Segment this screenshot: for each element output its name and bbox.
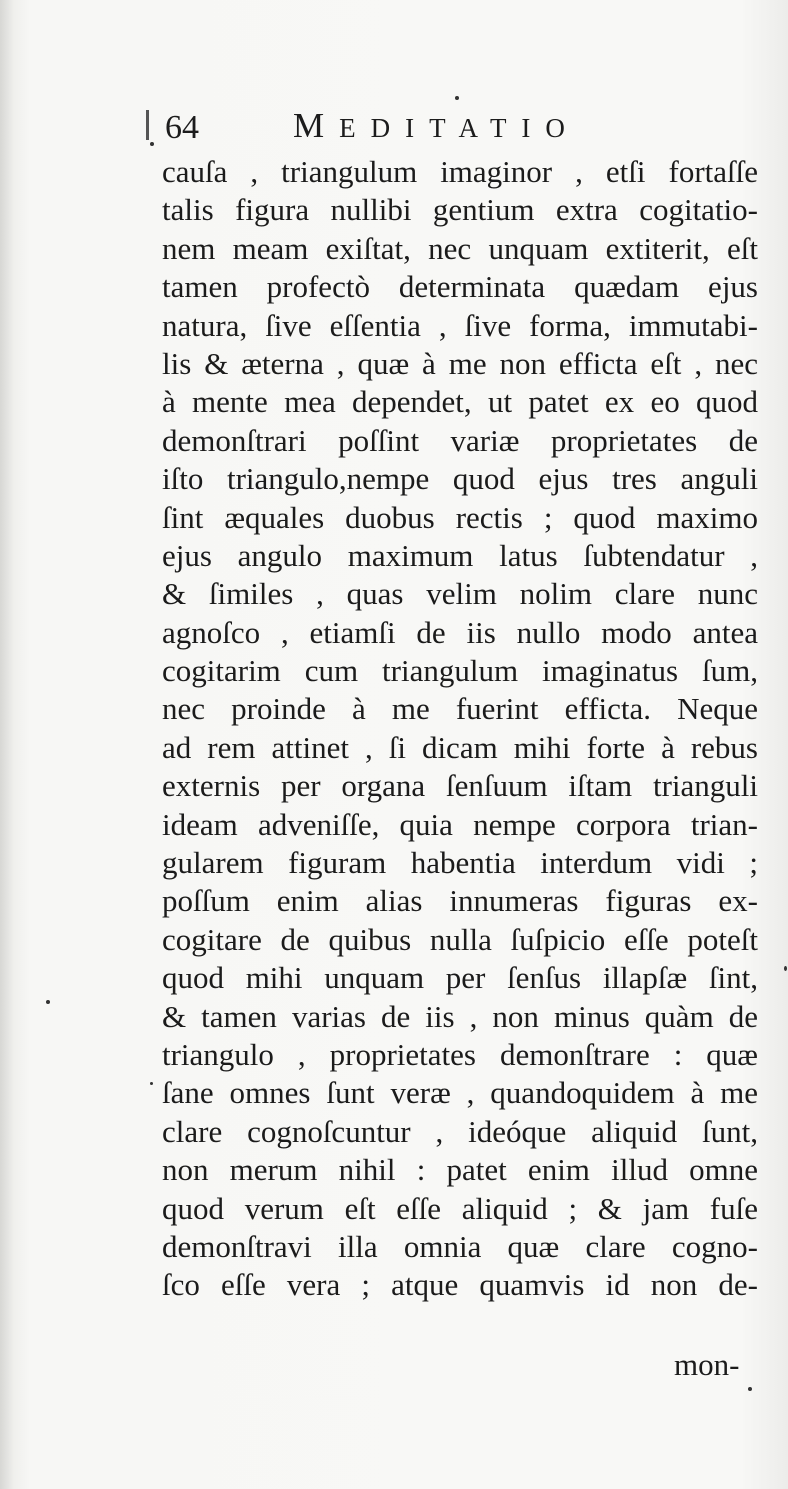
ink-speck [150, 142, 154, 146]
text-line: ideam adveniſſe, quia nempe corpora trian- [162, 806, 758, 842]
page-header [165, 106, 765, 150]
text-line: demonſtrari poſſint variæ proprietates de [162, 422, 758, 458]
running-title [293, 106, 580, 148]
text-line: talis figura nullibi gentium extra cogitatio- [162, 192, 758, 228]
text-line: nec proinde à me fuerint efficta. Neque [162, 691, 758, 727]
text-line: ejus angulo maximum latus ſubtendatur , [162, 537, 758, 573]
text-line: ſane omnes ſunt veræ , quandoquidem à me [162, 1075, 758, 1111]
running-title-rest: EDITATIO [339, 113, 580, 143]
text-line: gularem figuram habentia interdum vidi ; [162, 845, 758, 881]
text-line: demonſtravi illa omnia quæ clare cogno- [162, 1228, 758, 1264]
text-line: à mente mea dependet, ut patet ex eo quod [162, 384, 758, 420]
text-line: quod verum eſt eſſe aliquid ; & jam fuſe [162, 1190, 758, 1226]
text-line: clare cognoſcuntur , ideóque aliquid ſunt, [162, 1113, 758, 1149]
running-title-initial: M [293, 106, 340, 145]
text-line: agnoſco , etiamſi de iis nullo modo antea [162, 614, 758, 650]
ink-speck [150, 1082, 153, 1085]
margin-mark [146, 110, 149, 140]
ink-speck [784, 966, 787, 971]
text-line: externis per organa ſenſuum iſtam trianguli [162, 768, 758, 804]
text-line: cauſa , triangulum imaginor , etſi fortaſſe [162, 154, 758, 189]
text-line: triangulo , proprietates demonſtrare : quæ [162, 1036, 758, 1072]
catchword: mon- [674, 1347, 740, 1382]
text-line: iſto triangulo,nempe quod ejus tres anguli [162, 461, 758, 497]
text-line: & ſimiles , quas velim nolim clare nunc [162, 576, 758, 612]
text-line: ad rem attinet , ſi dicam mihi forte à rebus [162, 729, 758, 765]
gutter-shadow [0, 0, 14, 1489]
text-line: tamen profectò determinata quædam ejus [162, 269, 758, 305]
text-line: lis & æterna , quæ à me non efficta eſt , nec [162, 345, 758, 381]
text-line: ſint æquales duobus rectis ; quod maximo [162, 499, 758, 535]
text-line: nem meam exiſtat, nec unquam extiterit, eſt [162, 230, 758, 266]
body-text [162, 153, 758, 1305]
text-line: poſſum enim alias innumeras figuras ex- [162, 883, 758, 919]
text-line: quod mihi unquam per ſenſus illapſæ ſint, [162, 960, 758, 996]
text-line: non merum nihil : patet enim illud omne [162, 1152, 758, 1188]
ink-speck [455, 96, 459, 100]
text-line: & tamen varias de iis , non minus quàm de [162, 998, 758, 1034]
text-line: cogitare de quibus nulla ſuſpicio eſſe poteſt [162, 921, 758, 957]
text-line: ſco eſſe vera ; atque quamvis id non de- [162, 1267, 758, 1303]
page-number: 64 [165, 109, 199, 146]
text-line: cogitarim cum triangulum imaginatus ſum, [162, 653, 758, 689]
ink-speck [748, 1387, 752, 1391]
text-line: natura, ſive eſſentia , ſive forma, immutabi- [162, 307, 758, 343]
ink-speck [46, 1000, 50, 1004]
